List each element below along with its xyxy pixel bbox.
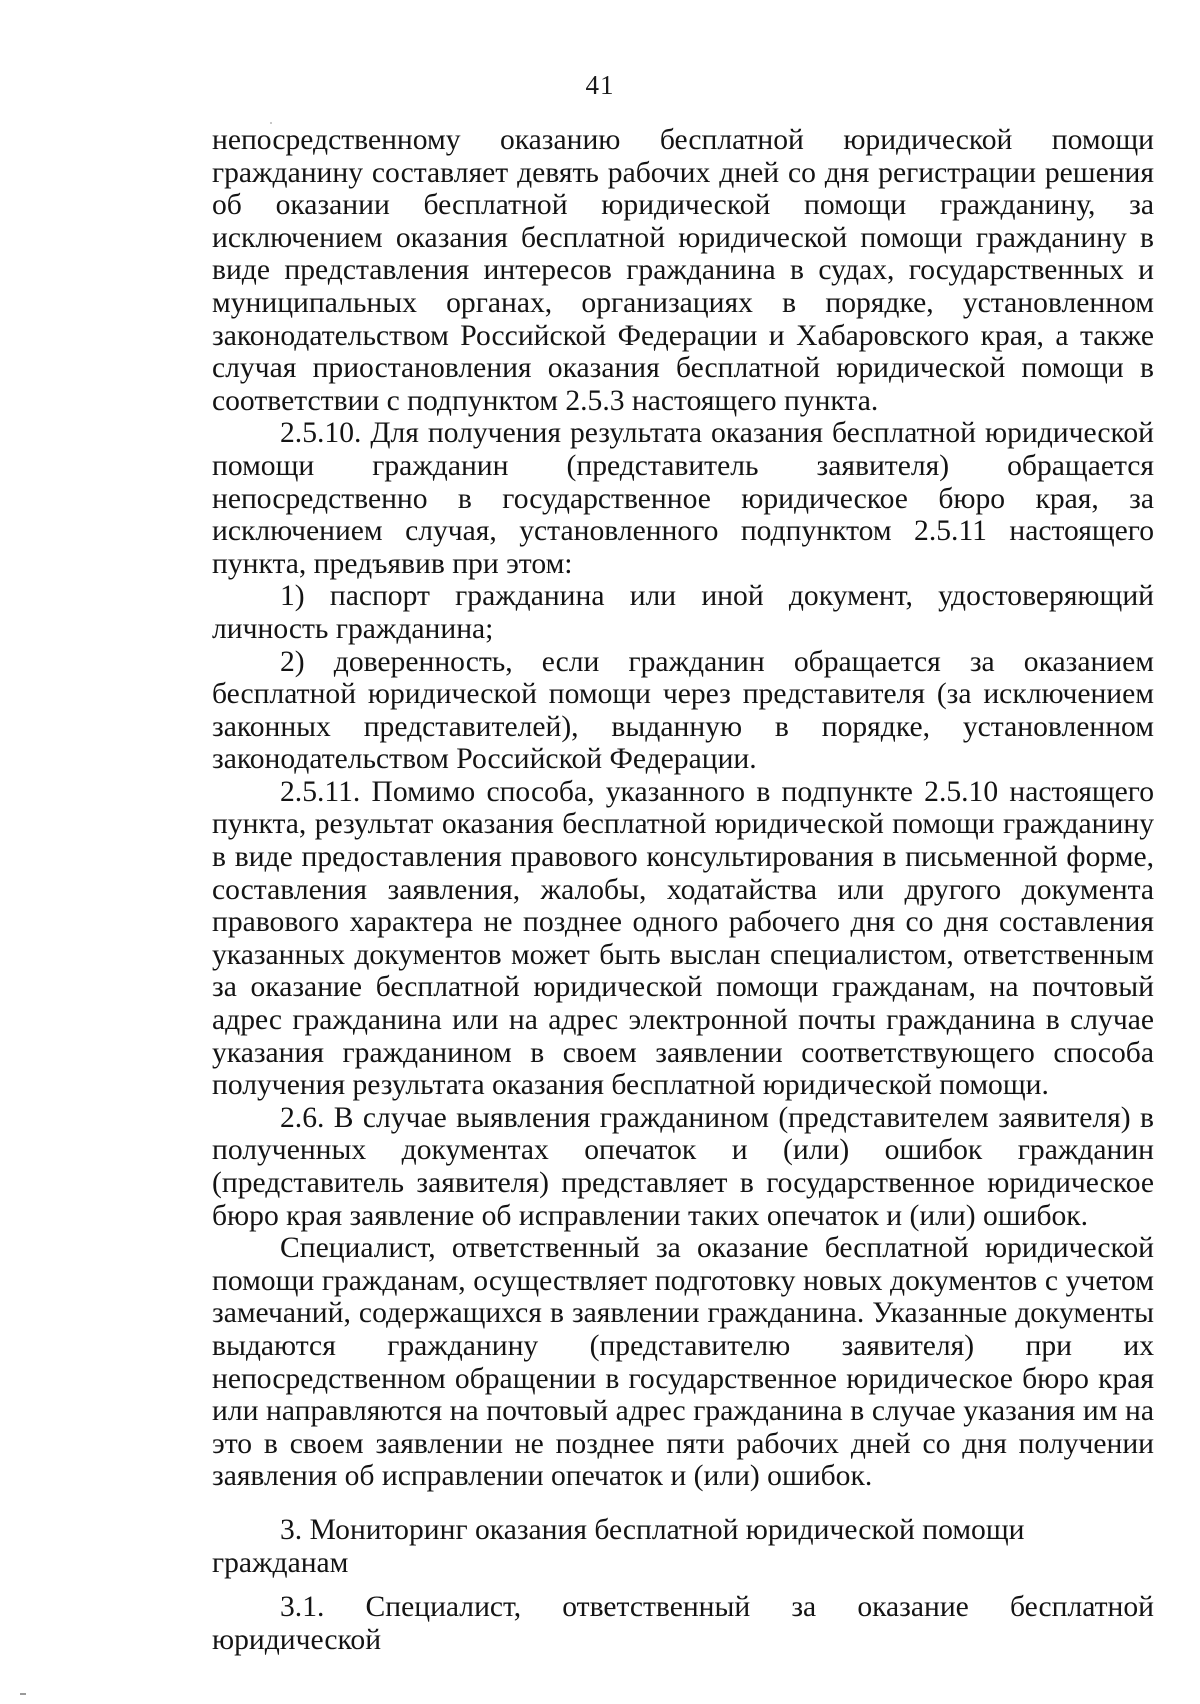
list-item-passport: 1) паспорт гражданина или иной документ, удостоверяющий личность гражданина; <box>212 580 1154 645</box>
paragraph-2-5-10: 2.5.10. Для получения результата оказания бесплатной юридической помощи гражданин (представитель заявителя) обращается непосредственно в государственное юридическое бюро края, за исключением случая, установленного подпунктом 2.5.11 настоящего пункта, предъявив при этом: <box>212 417 1154 580</box>
paragraph-specialist: Специалист, ответственный за оказание бесплатной юридической помощи гражданам, осуществляет подготовку новых документов с учетом замечаний, содержащихся в заявлении гражданина. Указанные документы выдаются гражданину (представителю заявителя) при их непосредственном обращении в государственное юридическое бюро края или направляются на почтовый адрес гражданина в случае указания им на это в своем заявлении не позднее пяти рабочих дней со дня получении заявления об исправлении опечаток и (или) ошибок. <box>212 1232 1154 1493</box>
scan-artifact-dot <box>270 122 272 124</box>
paragraph-continuation: непосредственному оказанию бесплатной юридической помощи гражданину составляет девять рабочих дней со дня регистрации решения об оказании бесплатной юридической помощи гражданину, за исключением оказания бесплатной юридической помощи гражданину в виде представления интересов гражданина в судах, государственных и муниципальных органах, организациях в порядке, установленном законодательством Российской Федерации и Хабаровского края, а также случая приостановления оказания бесплатной юридической помощи в соответствии с подпунктом 2.5.3 настоящего пункта. <box>212 124 1154 417</box>
section-heading: 3. Мониторинг оказания бесплатной юридической помощи гражданам <box>212 1513 1025 1579</box>
paragraph-3-1: 3.1. Специалист, ответственный за оказание бесплатной юридической <box>212 1591 1154 1656</box>
page-number: 41 <box>585 70 615 100</box>
list-item-power-of-attorney: 2) доверенность, если гражданин обращается за оказанием бесплатной юридической помощи через представителя (за исключением законных представителей), выданную в порядке, установленном законодательством Российской Федерации. <box>212 645 1154 776</box>
paragraph-2-6: 2.6. В случае выявления гражданином (представителем заявителя) в полученных документах опечаток и (или) ошибок гражданин (представитель заявителя) представляет в государственное юридическое бюро края заявление об исправлении таких опечаток и (или) ошибок. <box>212 1101 1154 1232</box>
document-body <box>212 124 1154 1656</box>
scan-artifact-tick <box>20 1693 26 1695</box>
paragraph-2-5-11: 2.5.11. Помимо способа, указанного в подпункте 2.5.10 настоящего пункта, результат оказания бесплатной юридической помощи гражданину в виде предоставления правового консультирования в письменной форме, составления заявления, жалобы, ходатайства или другого документа правового характера не позднее одного рабочего дня со дня составления указанных документов может быть выслан специалистом, ответственным за оказание бесплатной юридической помощи гражданам, на почтовый адрес гражданина или на адрес электронной почты гражданина в случае указания гражданином в своем заявлении соответствующего способа получения результата оказания бесплатной юридической помощи. <box>212 775 1154 1102</box>
